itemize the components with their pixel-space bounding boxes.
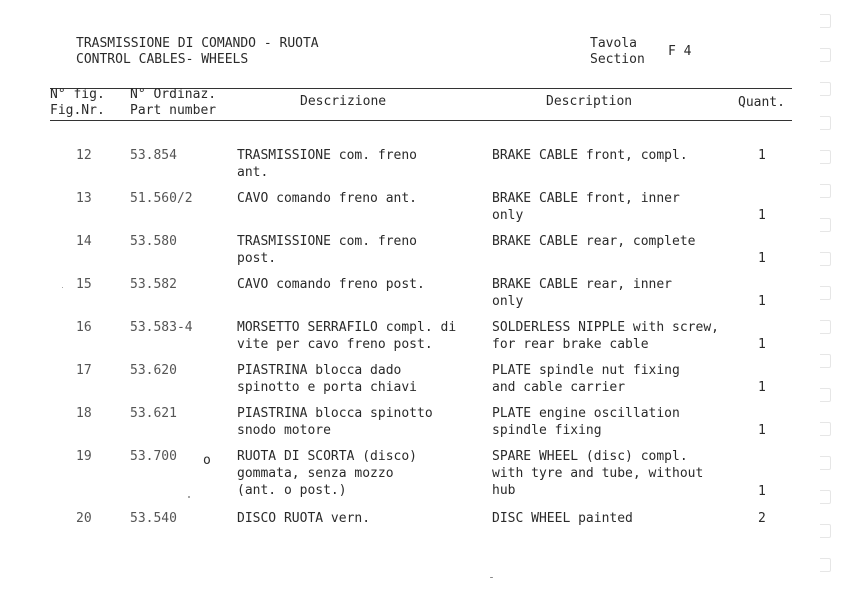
table-code: F 4 <box>668 44 692 59</box>
row-desc-english: BRAKE CABLE front, compl. <box>492 148 688 163</box>
binder-hole <box>820 320 831 334</box>
row-fig-number: 18 <box>76 406 92 421</box>
page-speck <box>62 287 63 288</box>
row-fig-number: 13 <box>76 191 92 206</box>
row-desc-english: DISC WHEEL painted <box>492 511 633 526</box>
row-part-number: 53.580 <box>130 234 177 249</box>
row-part-number: 53.582 <box>130 277 177 292</box>
row-part-number: 53.700 <box>130 449 177 464</box>
row-fig-number: 15 <box>76 277 92 292</box>
col-fig-it: N° fig. <box>50 87 105 102</box>
row-desc-english: BRAKE CABLE front, inner <box>492 191 680 206</box>
row-quantity: 2 <box>758 511 766 526</box>
row-fig-number: 14 <box>76 234 92 249</box>
row-part-number: 53.854 <box>130 148 177 163</box>
binder-hole <box>820 524 831 538</box>
row-desc-english: with tyre and tube, without <box>492 466 704 481</box>
row-mark: o <box>203 453 211 468</box>
row-desc-italian: vite per cavo freno post. <box>237 337 433 352</box>
title-english: CONTROL CABLES- WHEELS <box>76 52 249 67</box>
col-ord-it: N° Ordinaz. <box>130 87 217 102</box>
binder-hole <box>820 490 831 504</box>
row-fig-number: 20 <box>76 511 92 526</box>
binder-hole <box>820 184 831 198</box>
row-fig-number: 12 <box>76 148 92 163</box>
row-quantity: 1 <box>758 337 766 352</box>
binder-hole <box>820 48 831 62</box>
binder-hole <box>820 116 831 130</box>
row-desc-english: and cable carrier <box>492 380 626 395</box>
row-desc-italian: MORSETTO SERRAFILO compl. di <box>237 320 457 335</box>
binder-hole <box>820 82 831 96</box>
row-quantity: 1 <box>758 148 766 163</box>
title-italian: TRASMISSIONE DI COMANDO - RUOTA <box>76 36 319 51</box>
binder-hole <box>820 286 831 300</box>
row-desc-italian: TRASMISSIONE com. freno <box>237 148 418 163</box>
row-desc-english: only <box>492 294 524 309</box>
row-desc-italian: DISCO RUOTA vern. <box>237 511 371 526</box>
row-part-number: 53.583-4 <box>130 320 193 335</box>
row-quantity: 1 <box>758 484 766 499</box>
row-desc-italian: spinotto e porta chiavi <box>237 380 418 395</box>
row-desc-italian: PIASTRINA blocca spinotto <box>237 406 433 421</box>
section-label: Section <box>590 52 645 67</box>
binder-hole <box>820 558 831 572</box>
row-desc-english: PLATE engine oscillation <box>492 406 680 421</box>
row-desc-english: hub <box>492 483 516 498</box>
row-fig-number: 19 <box>76 449 92 464</box>
tavola-label: Tavola <box>590 36 637 51</box>
row-quantity: 1 <box>758 251 766 266</box>
row-desc-english: spindle fixing <box>492 423 602 438</box>
binder-hole <box>820 150 831 164</box>
binder-hole <box>820 218 831 232</box>
col-description: Description <box>546 94 633 109</box>
row-fig-number: 16 <box>76 320 92 335</box>
row-desc-italian: snodo motore <box>237 423 331 438</box>
row-desc-english: for rear brake cable <box>492 337 649 352</box>
row-part-number: 53.621 <box>130 406 177 421</box>
row-desc-italian: ant. <box>237 165 269 180</box>
row-desc-italian: gommata, senza mozzo <box>237 466 394 481</box>
row-desc-italian: post. <box>237 251 277 266</box>
row-quantity: 1 <box>758 294 766 309</box>
binder-hole <box>820 14 831 28</box>
row-desc-italian: (ant. o post.) <box>237 483 347 498</box>
row-desc-english: BRAKE CABLE rear, complete <box>492 234 696 249</box>
row-part-number: 53.620 <box>130 363 177 378</box>
binder-hole <box>820 422 831 436</box>
row-quantity: 1 <box>758 208 766 223</box>
row-desc-english: BRAKE CABLE rear, inner <box>492 277 673 292</box>
col-fig-en: Fig.Nr. <box>50 103 105 118</box>
binder-hole <box>820 354 831 368</box>
row-quantity: 1 <box>758 380 766 395</box>
row-desc-italian: CAVO comando freno post. <box>237 277 425 292</box>
page-speck <box>188 496 190 498</box>
row-quantity: 1 <box>758 423 766 438</box>
row-desc-english: only <box>492 208 524 223</box>
header-rule-bottom <box>50 120 792 121</box>
row-part-number: 53.540 <box>130 511 177 526</box>
row-desc-italian: CAVO comando freno ant. <box>237 191 418 206</box>
row-desc-italian: RUOTA DI SCORTA (disco) <box>237 449 418 464</box>
row-desc-english: PLATE spindle nut fixing <box>492 363 680 378</box>
row-desc-italian: PIASTRINA blocca dado <box>237 363 402 378</box>
col-descrizione: Descrizione <box>300 94 387 109</box>
row-part-number: 51.560/2 <box>130 191 193 206</box>
page-speck <box>490 577 493 578</box>
row-fig-number: 17 <box>76 363 92 378</box>
row-desc-italian: TRASMISSIONE com. freno <box>237 234 418 249</box>
row-desc-english: SPARE WHEEL (disc) compl. <box>492 449 688 464</box>
row-desc-english: SOLDERLESS NIPPLE with screw, <box>492 320 719 335</box>
binder-hole <box>820 388 831 402</box>
col-ord-en: Part number <box>130 103 217 118</box>
binder-hole <box>820 456 831 470</box>
binder-hole <box>820 252 831 266</box>
col-quant: Quant. <box>738 95 785 110</box>
